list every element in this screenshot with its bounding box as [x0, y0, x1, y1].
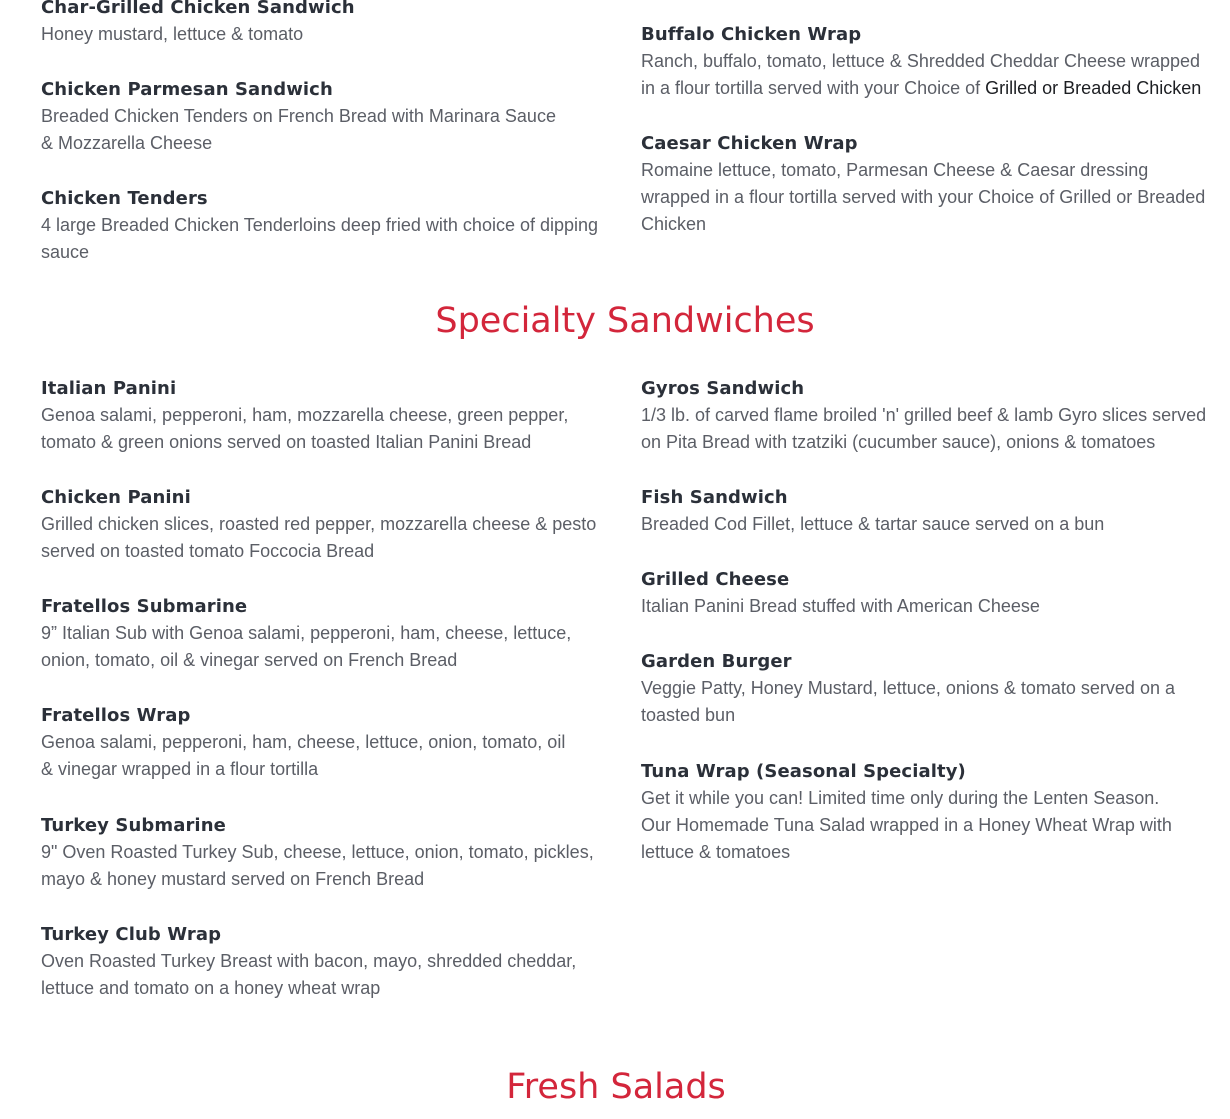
menu-item-description: Italian Panini Bread stuffed with American Cheese: [641, 596, 1040, 616]
menu-item: [41, 593, 616, 674]
menu-item: [41, 484, 616, 565]
menu-item-title: Buffalo Chicken Wrap: [641, 24, 862, 45]
menu-item-title: Turkey Club Wrap: [41, 924, 222, 945]
menu-item-title: Garden Burger: [641, 651, 792, 672]
menu-item-title: Grilled Cheese: [641, 569, 790, 590]
menu-item-description: 9" Oven Roasted Turkey Sub, cheese, lettuce, onion, tomato, pickles, mayo & honey mustard served on French Bread: [41, 842, 594, 889]
menu-item: [641, 484, 1216, 538]
menu-item-title: Fratellos Wrap: [41, 705, 191, 726]
menu-item-description: Honey mustard, lettuce & tomato: [41, 24, 304, 44]
menu-item-title: Tuna Wrap (Seasonal Specialty): [641, 761, 966, 782]
menu-item: [641, 648, 1216, 729]
menu-item-title: Caesar Chicken Wrap: [641, 133, 858, 154]
menu-item-title: Gyros Sandwich: [641, 378, 805, 399]
menu-item-description: Veggie Patty, Honey Mustard, lettuce, onions & tomato served on a toasted bun: [641, 678, 1175, 725]
menu-item: [41, 375, 616, 456]
menu-item-description-line: Genoa salami, pepperoni, ham, cheese, lettuce, onion, tomato, oil: [41, 732, 566, 752]
menu-item: [641, 375, 1216, 456]
menu-item-title: Turkey Submarine: [41, 815, 226, 836]
menu-item-description-line: & Mozzarella Cheese: [41, 133, 213, 153]
menu-item-description: Genoa salami, pepperoni, ham, mozzarella cheese, green pepper, tomato & green onions served on toasted Italian Panini Bread: [41, 405, 569, 452]
menu-item-description: Breaded Cod Fillet, lettuce & tartar sauce served on a bun: [641, 514, 1105, 534]
menu-item: [41, 921, 616, 1002]
menu-item-title: Chicken Parmesan Sandwich: [41, 79, 333, 100]
menu-item-description-highlight: Grilled or Breaded Chicken: [985, 78, 1202, 98]
menu-item-description: 9” Italian Sub with Genoa salami, pepperoni, ham, cheese, lettuce, onion, tomato, oil & vinegar served on French Bread: [41, 623, 572, 670]
menu-item-description: [41, 729, 616, 783]
menu-item-description-line: Our Homemade Tuna Salad wrapped in a Honey Wheat Wrap with lettuce & tomatoes: [641, 815, 1172, 862]
menu-item-title: Chicken Tenders: [41, 188, 208, 209]
menu-item-description-line: Breaded Chicken Tenders on French Bread with Marinara Sauce: [41, 106, 556, 126]
menu-item-description: 1/3 lb. of carved flame broiled 'n' grilled beef & lamb Gyro slices served on Pita Bread with tzatziki (cucumber sauce), onions & tomatoes: [641, 405, 1207, 452]
menu-item-title: Fratellos Submarine: [41, 596, 248, 617]
menu-item-description: [641, 785, 1216, 866]
menu-item-title: Chicken Panini: [41, 487, 191, 508]
menu-item: [641, 566, 1216, 620]
menu-item: [41, 702, 616, 783]
menu-item-description: Grilled chicken slices, roasted red pepper, mozzarella cheese & pesto served on toasted tomato Foccocia Bread: [41, 514, 597, 561]
menu-item-description-line: & vinegar wrapped in a flour tortilla: [41, 759, 319, 779]
menu-item-title: Fish Sandwich: [641, 487, 788, 508]
section-heading-fresh-salads: Fresh Salads: [506, 1067, 726, 1107]
menu-item-title: Char-Grilled Chicken Sandwich: [41, 0, 355, 18]
menu-item-description-text: Ranch, buffalo, tomato, lettuce & Shredded Cheddar Cheese wrapped in a flour tortilla served with your Choice of: [641, 51, 1201, 98]
menu-item-description: Oven Roasted Turkey Breast with bacon, mayo, shredded cheddar, lettuce and tomato on a honey wheat wrap: [41, 951, 577, 998]
menu-item-description-line: Get it while you can! Limited time only during the Lenten Season.: [641, 788, 1160, 808]
specialty-left-column: [41, 0, 616, 1010]
section-heading-specialty-sandwiches: Specialty Sandwiches: [435, 301, 815, 341]
menu-item: [41, 812, 616, 893]
menu-item-title: Italian Panini: [41, 378, 177, 399]
specialty-right-column: [641, 0, 1216, 880]
menu-item-description: 4 large Breaded Chicken Tenderloins deep fried with choice of dipping sauce: [41, 215, 599, 262]
menu-item: [641, 758, 1216, 866]
menu-item-description: Romaine lettuce, tomato, Parmesan Cheese & Caesar dressing wrapped in a flour tortilla served with your Choice of Grilled or Breaded Chicken: [641, 160, 1206, 234]
